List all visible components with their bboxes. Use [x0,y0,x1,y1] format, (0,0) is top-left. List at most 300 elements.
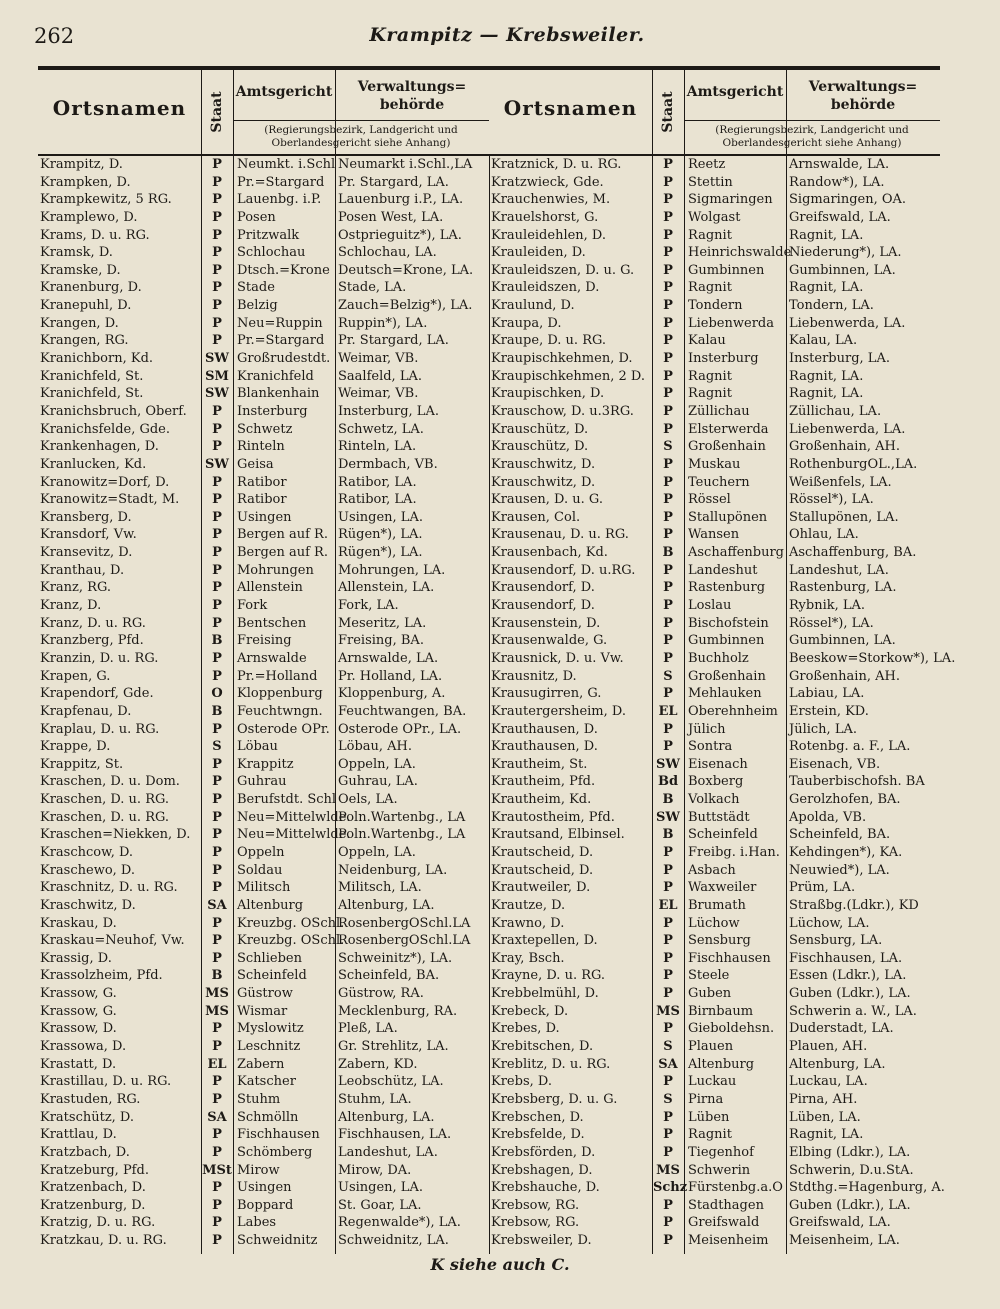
staat-code: P [212,227,222,243]
staat-code: P [212,562,222,578]
table-row [38,368,489,386]
staat-code: P [663,950,673,966]
amtsgericht-cell: Brumath [688,897,746,913]
amtsgericht-cell: Pritzwalk [237,227,300,243]
place-name: Kransevitz, D. [40,545,133,561]
verwaltung-cell: Stallupönen, LA. [789,509,899,525]
verwaltung-cell: Schlochau, LA. [338,245,437,261]
amtsgericht-cell: Leschnitz [237,1039,301,1055]
staat-code: P [663,174,673,190]
table-row [489,915,940,933]
amtsgericht-cell: Sigmaringen [688,192,773,208]
place-name: Krauleidszen, D. [491,280,600,296]
table-row [38,1162,489,1180]
place-name: Krebs, D. [491,1074,552,1090]
verwaltung-cell: Osterode OPr., LA. [338,721,462,737]
verwaltung-cell: Allenstein, LA. [338,580,435,596]
staat-code: P [212,333,222,349]
verwaltung-cell: Oppeln, LA. [338,756,416,772]
verwaltung-cell: Regenwalde*), LA. [338,1215,461,1231]
staat-code: P [663,1233,673,1249]
table-row [38,1179,489,1197]
staat-code: P [663,157,673,172]
place-name: Kraskau, D. [40,915,117,931]
staat-code: P [663,245,673,261]
place-name: Krautze, D. [491,897,566,913]
staat-code: P [212,598,222,614]
table-row [489,244,940,262]
amtsgericht-cell: Tiegenhof [688,1144,754,1160]
place-name: Kraschen, D. u. Dom. [40,774,180,790]
header-divider [233,120,489,121]
table-row [38,1073,489,1091]
amtsgericht-cell: Altenburg [688,1056,755,1072]
verwaltung-cell: Stuhm, LA. [338,1091,412,1107]
staat-code: EL [207,1056,227,1072]
column-header [38,70,489,156]
verwaltung-cell: Sigmaringen, OA. [789,192,907,208]
table-row [489,597,940,615]
amtsgericht-cell: Teuchern [688,474,750,490]
amtsgericht-cell: Ratibor [237,492,287,508]
verwaltung-cell: Militsch, LA. [338,880,422,896]
amtsgericht-cell: Allenstein [237,580,303,596]
staat-code: P [212,615,222,631]
place-name: Kransdorf, Vw. [40,527,137,543]
verwaltung-cell: Altenburg, LA. [338,1109,435,1125]
place-name: Krauschow, D. u.3RG. [491,403,634,419]
place-name: Krampitz, D. [40,157,123,172]
place-name: Kraschwitz, D. [40,897,136,913]
verwaltung-cell: Niederung*), LA. [789,245,902,261]
verwaltung-cell: Plauen, AH. [789,1039,868,1055]
verwaltung-cell: Pr. Stargard, LA. [338,333,449,349]
place-name: Krastillau, D. u. RG. [40,1074,172,1090]
table-row [489,156,940,174]
table-row [38,915,489,933]
verwaltung-cell: Pr. Stargard, LA. [338,174,449,190]
table-row [489,773,940,791]
amtsgericht-cell: Stuhm [237,1091,281,1107]
verwaltung-cell: Großenhain, AH. [789,439,900,455]
place-name: Krauthausen, D. [491,739,598,755]
table-row [38,844,489,862]
table-row [38,826,489,844]
amtsgericht-cell: Ragnit [688,1127,732,1143]
place-name: Krausendorf, D. [491,580,595,596]
place-name: Kranz, RG. [40,580,112,596]
table-row [489,297,940,315]
place-name: Krauelshorst, G. [491,209,599,225]
place-name: Kraschnitz, D. u. RG. [40,880,178,896]
place-name: Kratschütz, D. [40,1109,135,1125]
staat-code: P [212,1039,222,1055]
place-name: Krebshagen, D. [491,1162,593,1178]
verwaltung-cell: Großenhain, AH. [789,668,900,684]
staat-code: P [212,403,222,419]
verwaltung-cell: Oels, LA. [338,792,398,808]
table-row [489,950,940,968]
page-number: 262 [34,24,75,48]
table-row [489,368,940,386]
verwaltung-cell: Oppeln, LA. [338,844,416,860]
place-name: Kraupa, D. [491,315,562,331]
table-row [38,809,489,827]
amtsgericht-cell: Fürstenbg.a.O [688,1180,783,1196]
table-row [489,1020,940,1038]
amtsgericht-cell: Stade [237,280,275,296]
table-row [38,703,489,721]
table-row [38,279,489,297]
verwaltung-cell: Duderstadt, LA. [789,1021,894,1037]
verwaltung-cell: Luckau, LA. [789,1074,868,1090]
amtsgericht-cell: Feuchtwngn. [237,703,323,719]
amtsgericht-cell: Löbau [237,739,278,755]
table-row [489,403,940,421]
staat-code: P [212,315,222,331]
amtsgericht-cell: Usingen [237,509,292,525]
staat-code: P [663,527,673,543]
place-name: Krebeck, D. [491,1003,569,1019]
amtsgericht-cell: Elsterwerda [688,421,769,437]
amtsgericht-cell: Bentschen [237,615,307,631]
staat-code: P [212,1074,222,1090]
staat-code: P [212,474,222,490]
staat-code: P [212,421,222,437]
verwaltung-cell: Neumarkt i.Schl.,LA [338,157,473,172]
table-row [489,668,940,686]
verwaltung-cell: Lauenburg i.P., LA. [338,192,464,208]
amtsgericht-cell: Soldau [237,862,283,878]
place-name: Krauthausen, D. [491,721,598,737]
place-name: Krappitz, St. [40,756,124,772]
place-name: Kranenburg, D. [40,280,142,296]
amtsgericht-cell: Gumbinnen [688,633,765,649]
amtsgericht-cell: Asbach [688,862,736,878]
place-name: Krautergersheim, D. [491,703,626,719]
place-name: Kransberg, D. [40,509,132,525]
staat-code: P [212,157,222,172]
amtsgericht-cell: Mirow [237,1162,280,1178]
staat-code: SA [207,897,227,913]
verwaltung-cell: Tondern, LA. [789,298,874,314]
place-name: Krausnitz, D. [491,668,577,684]
header-verwaltungsbehoerde: Verwaltungs= behörde [357,79,467,113]
place-name: Krausnick, D. u. Vw. [491,650,624,666]
verwaltung-cell: Prüm, LA. [789,880,856,896]
verwaltung-cell: Tauberbischofsh. BA [789,774,925,790]
staat-code: P [212,298,222,314]
column-rule [652,154,653,1254]
table-row [489,209,940,227]
place-name: Krebbelmühl, D. [491,986,599,1002]
staat-code: P [663,915,673,931]
place-name: Krankenhagen, D. [40,439,159,455]
place-name: Kranzberg, Pfd. [40,633,144,649]
amtsgericht-cell: Fork [237,598,268,614]
page-header [34,24,980,56]
staat-code: P [212,1180,222,1196]
staat-code: P [212,1127,222,1143]
table-row [38,474,489,492]
place-name: Krebes, D. [491,1021,560,1037]
table-row [489,544,940,562]
amtsgericht-cell: Loslau [688,598,732,614]
place-name: Kranthau, D. [40,562,125,578]
amtsgericht-cell: Oppeln [237,844,285,860]
table-row [489,1214,940,1232]
table-row [38,1091,489,1109]
amtsgericht-cell: Schwerin [688,1162,751,1178]
place-name: Kranepuhl, D. [40,298,132,314]
place-name: Krauschwitz, D. [491,456,596,472]
amtsgericht-cell: Muskau [688,456,741,472]
verwaltung-cell: Gumbinnen, LA. [789,633,896,649]
place-name: Krausenwalde, G. [491,633,608,649]
table-row [489,438,940,456]
verwaltung-cell: Schwerin, D.u.StA. [789,1162,914,1178]
place-name: Krastuden, RG. [40,1091,141,1107]
amtsgericht-cell: Aschaffenburg [688,545,784,561]
place-name: Kranichsfelde, Gde. [40,421,171,437]
table-row [38,1232,489,1250]
verwaltung-cell: Apolda, VB. [789,809,867,825]
staat-code: P [663,1144,673,1160]
place-name: Kreblitz, D. u. RG. [491,1056,611,1072]
staat-code: P [212,192,222,208]
amtsgericht-cell: Posen [237,209,276,225]
table-row [38,297,489,315]
table-row [489,1232,940,1250]
verwaltung-cell: Greifswald, LA. [789,209,891,225]
verwaltung-cell: Beeskow=Storkow*), LA. [789,650,956,666]
place-name: Krebshauche, D. [491,1180,600,1196]
place-name: Krebsberg, D. u. G. [491,1091,618,1107]
table-row [489,191,940,209]
amtsgericht-cell: Waxweiler [688,880,757,896]
amtsgericht-cell: Guben [688,986,732,1002]
staat-code: Schz [653,1180,688,1196]
amtsgericht-cell: Ratibor [237,474,287,490]
staat-code: Bd [657,774,679,790]
verwaltung-cell: Weimar, VB. [338,386,419,402]
staat-code: P [663,227,673,243]
staat-code: P [212,792,222,808]
staat-code: P [663,844,673,860]
staat-code: B [211,633,223,649]
table-row [38,650,489,668]
staat-code: MS [205,986,229,1002]
column-rule [489,154,490,1254]
amtsgericht-cell: Schwetz [237,421,293,437]
place-name: Krassow, D. [40,1021,117,1037]
place-name: Krassow, G. [40,986,117,1002]
table-row [38,897,489,915]
verwaltung-cell: Guben (Ldkr.), LA. [789,986,911,1002]
place-name: Krausenau, D. u. RG. [491,527,629,543]
place-name: Krebsfelde, D. [491,1127,585,1143]
staat-code: P [663,262,673,278]
place-name: Krassow, G. [40,1003,117,1019]
place-name: Kratzkau, D. u. RG. [40,1233,167,1249]
table-row [38,791,489,809]
verwaltung-cell: Lüchow, LA. [789,915,870,931]
place-name: Krebsow, RG. [491,1215,580,1231]
amtsgericht-cell: Steele [688,968,730,984]
staat-code: P [663,650,673,666]
staat-code: P [212,756,222,772]
verwaltung-cell: Rybnik, LA. [789,598,866,614]
table-row [38,209,489,227]
verwaltung-cell: Mohrungen, LA. [338,562,446,578]
amtsgericht-cell: Zabern [237,1056,285,1072]
place-name: Kraupischkehmen, D. [491,351,633,367]
place-name: Krauschwitz, D. [491,474,596,490]
table-row [38,773,489,791]
verwaltung-cell: Arnswalde, LA. [789,157,890,172]
table-row [489,332,940,350]
amtsgericht-cell: Ragnit [688,368,732,384]
column-header [489,70,940,156]
amtsgericht-cell: Stallupönen [688,509,768,525]
verwaltung-cell: Schweinitz*), LA. [338,950,453,966]
place-name: Krautheim, St. [491,756,588,772]
amtsgericht-cell: Geisa [237,456,274,472]
verwaltung-cell: Güstrow, RA. [338,986,424,1002]
verwaltung-cell: Mirow, DA. [338,1162,412,1178]
staat-code: P [663,580,673,596]
verwaltung-cell: Eisenach, VB. [789,756,881,772]
place-name: Krautostheim, Pfd. [491,809,615,825]
place-name: Kranlucken, Kd. [40,456,147,472]
staat-code: P [212,650,222,666]
amtsgericht-cell: Landeshut [688,562,758,578]
place-name: Krausen, D. u. G. [491,492,603,508]
table-row [38,985,489,1003]
amtsgericht-cell: Dtsch.=Krone [237,262,330,278]
amtsgericht-cell: Fischhausen [237,1127,320,1143]
table-row [38,1038,489,1056]
table-row [489,262,940,280]
place-name: Krautsand, Elbinsel. [491,827,625,843]
verwaltung-cell: Guhrau, LA. [338,774,418,790]
table-row [38,421,489,439]
amtsgericht-cell: Kreuzbg. OSchl. [237,933,345,949]
amtsgericht-cell: Stadthagen [688,1197,764,1213]
amtsgericht-cell: Pirna [688,1091,724,1107]
table-row [489,474,940,492]
staat-code: P [212,915,222,931]
table-row [489,897,940,915]
table-row [38,332,489,350]
verwaltung-cell: St. Goar, LA. [338,1197,422,1213]
place-name: Krangen, RG. [40,333,129,349]
verwaltung-cell: Ruppin*), LA. [338,315,428,331]
verwaltung-cell: Liebenwerda, LA. [789,315,906,331]
place-name: Krautheim, Pfd. [491,774,596,790]
verwaltung-cell: Poln.Wartenbg., LA [338,827,466,843]
place-name: Kratzig, D. u. RG. [40,1215,156,1231]
place-name: Krapendorf, Gde. [40,686,154,702]
verwaltung-cell: Scheinfeld, BA. [789,827,891,843]
place-name: Kranichborn, Kd. [40,351,154,367]
table-row [38,632,489,650]
staat-code: B [662,792,674,808]
verwaltung-cell: Altenburg, LA. [789,1056,886,1072]
verwaltung-cell: Posen West, LA. [338,209,444,225]
table-row [489,456,940,474]
place-name: Krauleidszen, D. u. G. [491,262,635,278]
amtsgericht-cell: Insterburg [237,403,308,419]
table-row [489,685,940,703]
verwaltung-cell: Pr. Holland, LA. [338,668,443,684]
amtsgericht-cell: Bischofstein [688,615,769,631]
staat-code: P [212,809,222,825]
header-divider [684,120,940,121]
amtsgericht-cell: Kranichfeld [237,368,314,384]
amtsgericht-cell: Tondern [688,298,743,314]
table-row [38,668,489,686]
verwaltung-cell: Erstein, KD. [789,703,869,719]
staat-code: SW [205,456,229,472]
amtsgericht-cell: Neu=Mittelwlde. [237,809,351,825]
verwaltung-cell: RothenburgOL.,LA. [789,456,918,472]
verwaltung-cell: Ragnit, LA. [789,227,864,243]
staat-code: P [663,933,673,949]
staat-code: P [663,862,673,878]
table-row [489,844,940,862]
place-name: Krebschen, D. [491,1109,584,1125]
right-column-block [489,70,956,1250]
verwaltung-cell: Scheinfeld, BA. [338,968,440,984]
table-row [489,703,940,721]
place-name: Krausenbach, Kd. [491,545,608,561]
staat-code: P [663,368,673,384]
amtsgericht-cell: Guhrau [237,774,287,790]
amtsgericht-cell: Greifswald [688,1215,760,1231]
staat-code: P [663,1197,673,1213]
table-row [489,526,940,544]
table-row [489,1003,940,1021]
place-name: Krapfenau, D. [40,703,132,719]
table-row [38,174,489,192]
place-name: Krastatt, D. [40,1056,117,1072]
amtsgericht-cell: Kreuzbg. OSchl. [237,915,345,931]
verwaltung-cell: Usingen, LA. [338,509,423,525]
staat-code: S [663,1091,673,1107]
staat-code: P [663,686,673,702]
staat-code: P [663,351,673,367]
verwaltung-cell: Meisenheim, LA. [789,1233,900,1249]
verwaltung-cell: Aschaffenburg, BA. [789,545,917,561]
verwaltung-cell: Ragnit, LA. [789,1127,864,1143]
staat-code: SA [207,1109,227,1125]
verwaltung-cell: Gr. Strehlitz, LA. [338,1039,449,1055]
place-name: Kray, Bsch. [491,950,565,966]
place-name: Krebsweiler, D. [491,1233,592,1249]
table-row [38,879,489,897]
amtsgericht-cell: Wolgast [688,209,741,225]
verwaltung-cell: Poln.Wartenbg., LA [338,809,466,825]
amtsgericht-cell: Rinteln [237,439,285,455]
amtsgericht-cell: Lauenbg. i.P. [237,192,322,208]
amtsgericht-cell: Schweidnitz [237,1233,318,1249]
table-row [38,456,489,474]
table-row [489,315,940,333]
place-name: Krampken, D. [40,174,131,190]
place-name: Kraschcow, D. [40,844,134,860]
amtsgericht-cell: Großrudestdt. [237,351,331,367]
